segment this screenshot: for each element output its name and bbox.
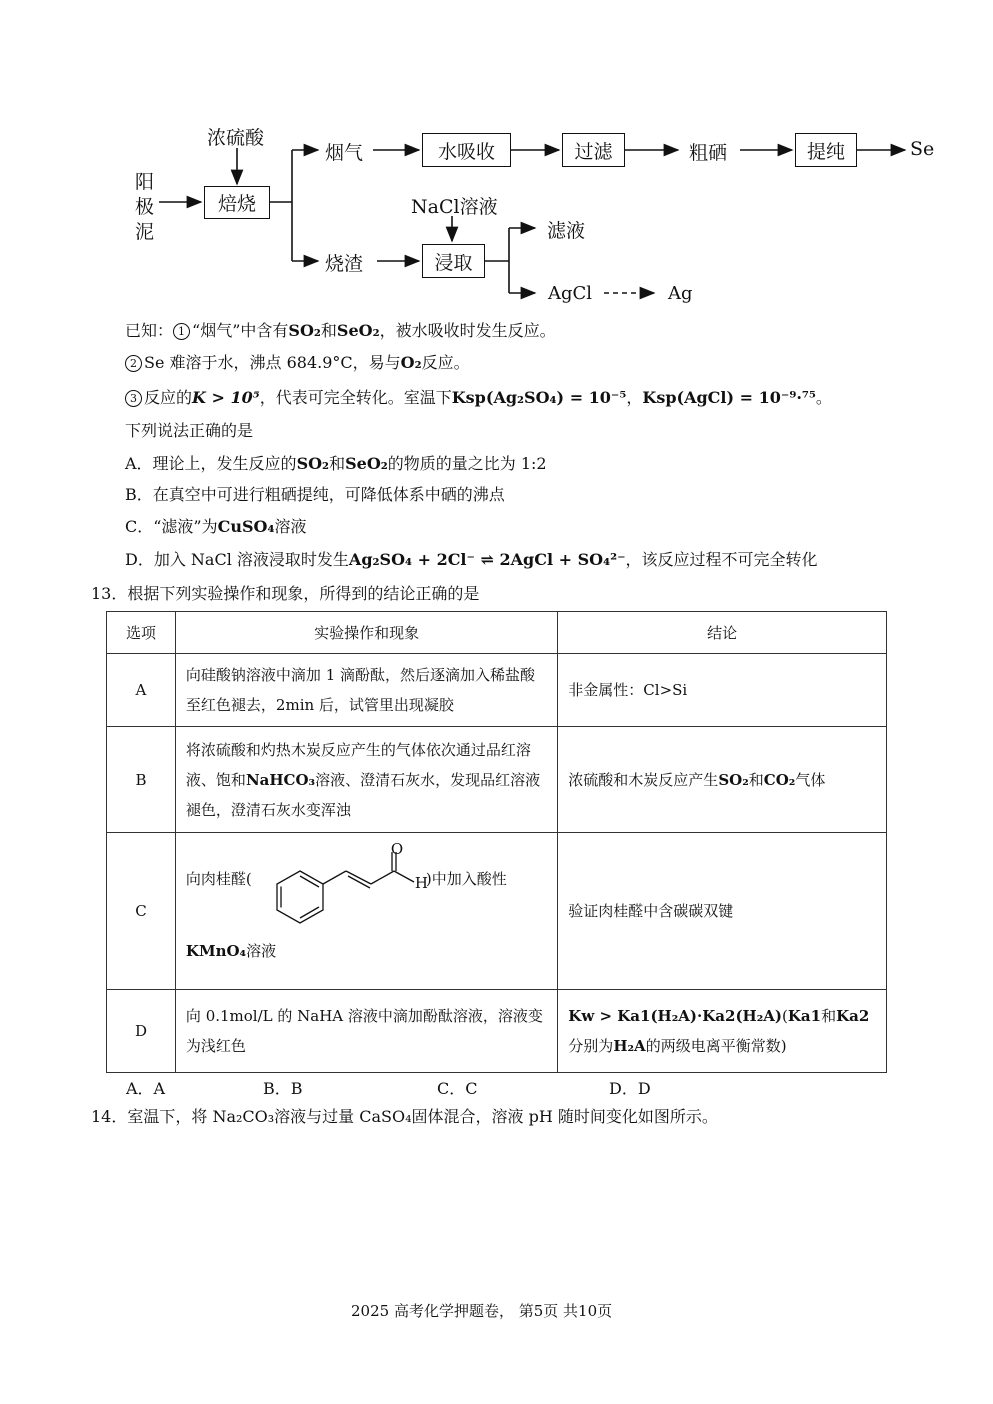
q12-option-b: B．在真空中可进行粗硒提纯，可降低体系中硒的沸点 — [125, 485, 505, 504]
flow-input-label: 阳极泥 — [135, 171, 155, 243]
row-b-conclusion: 浓硫酸和木炭反应产生SO₂和CO₂气体 — [558, 727, 887, 833]
aldehyde-o: O — [390, 839, 404, 858]
aldehyde-h: H — [414, 873, 429, 892]
flow-purify-box: 提纯 — [795, 133, 857, 167]
table-row — [107, 833, 887, 990]
flow-residue-label: 烧渣 — [325, 253, 364, 275]
header-option: 选项 — [107, 612, 176, 654]
flow-roast-box: 焙烧 — [204, 186, 270, 219]
q13-choice-d: D．D — [609, 1079, 651, 1098]
circled-number-1: 1 — [173, 323, 190, 340]
flow-filter-box: 过滤 — [562, 133, 625, 167]
row-c-conclusion: 验证肉桂醛中含碳碳双键 — [558, 833, 887, 990]
q13-table — [106, 611, 887, 1073]
row-a-label: A — [107, 654, 176, 727]
header-conclusion: 结论 — [558, 612, 887, 654]
q13-stem: 13．根据下列实验操作和现象，所得到的结论正确的是 — [91, 584, 480, 603]
q13-choice-c: C．C — [437, 1079, 478, 1098]
flow-acid-label: 浓硫酸 — [207, 127, 265, 149]
header-operation: 实验操作和现象 — [175, 612, 557, 654]
row-b-label: B — [107, 727, 176, 833]
table-row — [107, 727, 887, 833]
q12-option-a: A．理论上，发生反应的SO₂和SeO₂的物质的量之比为 1:2 — [125, 454, 547, 473]
row-d-operation: 向 0.1mol/L 的 NaHA 溶液中滴加酚酞溶液，溶液变为浅红色 — [175, 990, 557, 1073]
q12-prompt: 下列说法正确的是 — [125, 421, 254, 440]
flow-nacl-label: NaCl溶液 — [411, 196, 498, 218]
q14-stem: 14．室温下，将 Na₂CO₃溶液与过量 CaSO₄固体混合，溶液 pH 随时间变化如图所示。 — [91, 1107, 718, 1126]
known-condition-3: 3 反应的K > 10⁵，代表可完全转化。室温下Ksp(Ag₂SO₄) = 10⁻⁵，Ksp(AgCl) = 10⁻⁹·⁷⁵。 — [125, 385, 832, 408]
flow-se-label: Se — [910, 138, 935, 160]
flow-filtrate-label: 滤液 — [547, 220, 586, 242]
row-d-conclusion: Kw > Ka1(H₂A)·Ka2(H₂A)(Ka1和Ka2分别为H₂A的两级电离平衡常数) — [558, 990, 887, 1073]
flow-leach-box: 浸取 — [422, 244, 485, 278]
q12-option-d: D．加入 NaCl 溶液浸取时发生Ag₂SO₄ + 2Cl⁻ ⇌ 2AgCl + SO₄²⁻，该反应过程不可完全转化 — [125, 550, 818, 569]
row-c-operation: 向肉桂醛( O H )中加入酸性 KMnO₄溶液 — [175, 833, 557, 990]
page-footer: 2025 高考化学押题卷， 第5页 共10页 — [351, 1302, 613, 1320]
known-condition-2: 2 Se 难溶于水，沸点 684.9°C，易与O₂反应。 — [125, 350, 470, 373]
q12-option-c: C．“滤液”为CuSO₄溶液 — [125, 517, 307, 536]
known-condition-1: 已知： 1 “烟气”中含有SO₂和SeO₂，被水吸收时发生反应。 — [125, 321, 556, 340]
q13-choice-b: B．B — [263, 1079, 303, 1098]
flow-crude-se-label: 粗硒 — [689, 142, 728, 164]
row-d-label: D — [107, 990, 176, 1073]
table-row — [107, 654, 887, 727]
flow-flue-label: 烟气 — [325, 142, 364, 164]
circled-number-2: 2 — [125, 355, 142, 372]
row-b-operation: 将浓硫酸和灼热木炭反应产生的气体依次通过品红溶液、饱和NaHCO₃溶液、澄清石灰水，发现品红溶液褪色，澄清石灰水变浑浊 — [175, 727, 557, 833]
flow-ag-label: Ag — [668, 283, 693, 304]
table-header-row — [107, 612, 887, 654]
row-a-conclusion: 非金属性：Cl>Si — [558, 654, 887, 727]
q13-choice-a: A．A — [126, 1079, 166, 1098]
circled-number-3: 3 — [125, 390, 142, 407]
table-row — [107, 990, 887, 1073]
row-a-operation: 向硅酸钠溶液中滴加 1 滴酚酞，然后逐滴加入稀盐酸至红色褪去，2min 后，试管里出现凝胶 — [175, 654, 557, 727]
row-c-label: C — [107, 833, 176, 990]
flow-water-absorb-box: 水吸收 — [422, 133, 511, 167]
flow-agcl-label: AgCl — [548, 283, 593, 304]
